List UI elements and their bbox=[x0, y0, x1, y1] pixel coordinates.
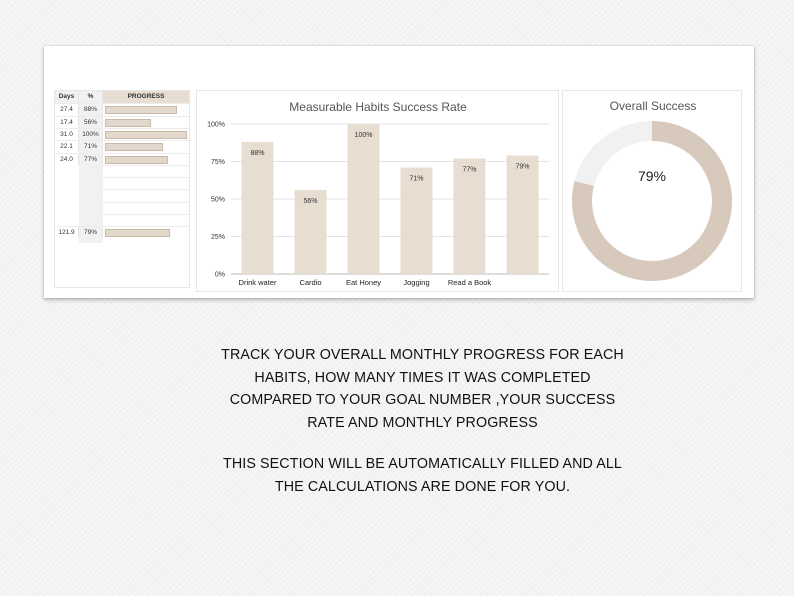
donut-center-label: 79% bbox=[637, 168, 667, 184]
cell-days: 121.9 bbox=[55, 227, 79, 238]
caption-line: COMPARED TO YOUR GOAL NUMBER ,YOUR SUCCESS bbox=[229, 392, 616, 408]
caption-line: THIS SECTION WILL BE AUTOMATICALLY FILLED AND ALL bbox=[223, 456, 622, 472]
progress-bar-fill bbox=[105, 229, 170, 237]
cell-progress bbox=[103, 117, 189, 128]
y-tick-label: 50% bbox=[210, 196, 225, 204]
cell-percent: 71% bbox=[79, 141, 103, 152]
donut-title: Overall Success bbox=[609, 99, 697, 113]
header-progress: PROGRESS bbox=[103, 91, 189, 103]
cell-percent: 56% bbox=[79, 117, 103, 128]
overall-success-donut bbox=[563, 91, 743, 293]
x-tick-label: Read a Book bbox=[447, 278, 492, 287]
success-rate-bar-chart bbox=[197, 91, 560, 293]
overall-success-panel bbox=[562, 90, 742, 292]
bar-value-label: 88% bbox=[250, 150, 265, 157]
table-row bbox=[55, 140, 189, 152]
empty-row-line bbox=[103, 177, 189, 178]
caption-line: RATE AND MONTHLY PROGRESS bbox=[307, 414, 538, 431]
progress-bar-fill bbox=[105, 106, 177, 114]
cell-progress bbox=[103, 227, 189, 238]
chart-title: Measurable Habits Success Rate bbox=[289, 100, 467, 114]
bar bbox=[242, 142, 274, 274]
cell-percent: 100% bbox=[79, 129, 103, 140]
cell-percent: 77% bbox=[79, 154, 103, 165]
cell-percent: 88% bbox=[79, 104, 103, 115]
spreadsheet-preview bbox=[44, 46, 754, 298]
caption-paragraph-2 bbox=[150, 453, 695, 498]
cell-progress bbox=[103, 154, 189, 165]
table-row bbox=[55, 103, 189, 115]
table-row bbox=[55, 153, 189, 165]
cell-days: 31.0 bbox=[55, 129, 79, 140]
empty-row-line bbox=[103, 165, 189, 166]
bar-value-label: 79% bbox=[515, 163, 530, 171]
y-tick-label: 75% bbox=[210, 159, 225, 166]
x-tick-label: Jogging bbox=[403, 278, 430, 287]
table-row bbox=[55, 116, 189, 128]
header-days: Days bbox=[55, 91, 79, 103]
cell-days: 24.0 bbox=[55, 154, 79, 165]
y-tick-label: 25% bbox=[210, 234, 225, 241]
cell-days: 22.1 bbox=[55, 141, 79, 152]
progress-bar-fill bbox=[105, 156, 168, 164]
cell-progress bbox=[103, 141, 189, 152]
progress-bar-fill bbox=[105, 143, 163, 151]
cell-days: 27.4 bbox=[55, 104, 79, 115]
bar-value-label: 56% bbox=[303, 198, 318, 205]
bar-value-label: 100% bbox=[354, 132, 373, 139]
x-tick-label: Eat Honey bbox=[345, 278, 382, 287]
bar bbox=[507, 156, 539, 275]
table-header-row bbox=[55, 91, 189, 103]
cell-days: 17.4 bbox=[55, 117, 79, 128]
cell-progress bbox=[103, 104, 189, 115]
empty-row-line bbox=[103, 202, 189, 203]
caption-line: THE CALCULATIONS ARE DONE FOR YOU. bbox=[274, 478, 571, 495]
caption-paragraph-1 bbox=[150, 344, 695, 434]
x-tick-label: Cardio bbox=[299, 278, 322, 287]
bar bbox=[401, 168, 433, 275]
success-rate-chart-panel bbox=[196, 90, 559, 292]
bar-value-label: 71% bbox=[409, 175, 424, 183]
y-tick-label: 100% bbox=[207, 121, 225, 129]
cell-progress bbox=[103, 129, 189, 140]
table-total-row bbox=[55, 226, 189, 238]
empty-row-line bbox=[103, 189, 189, 190]
x-tick-label: Drink water bbox=[238, 278, 277, 287]
table-row bbox=[55, 128, 189, 140]
progress-bar-fill bbox=[105, 131, 187, 139]
progress-bar-fill bbox=[105, 119, 151, 127]
cell-percent: 79% bbox=[79, 227, 103, 238]
bar bbox=[348, 124, 380, 274]
empty-row-line bbox=[103, 214, 189, 215]
bar bbox=[454, 159, 486, 275]
bar-value-label: 77% bbox=[462, 166, 477, 174]
caption-line: HABITS, HOW MANY TIMES IT WAS COMPLETED bbox=[254, 369, 591, 386]
habits-progress-table bbox=[54, 90, 190, 288]
caption-line: TRACK YOUR OVERALL MONTHLY PROGRESS FOR EACH bbox=[221, 347, 624, 363]
header-percent: % bbox=[79, 91, 103, 103]
y-tick-label: 0% bbox=[214, 271, 225, 279]
